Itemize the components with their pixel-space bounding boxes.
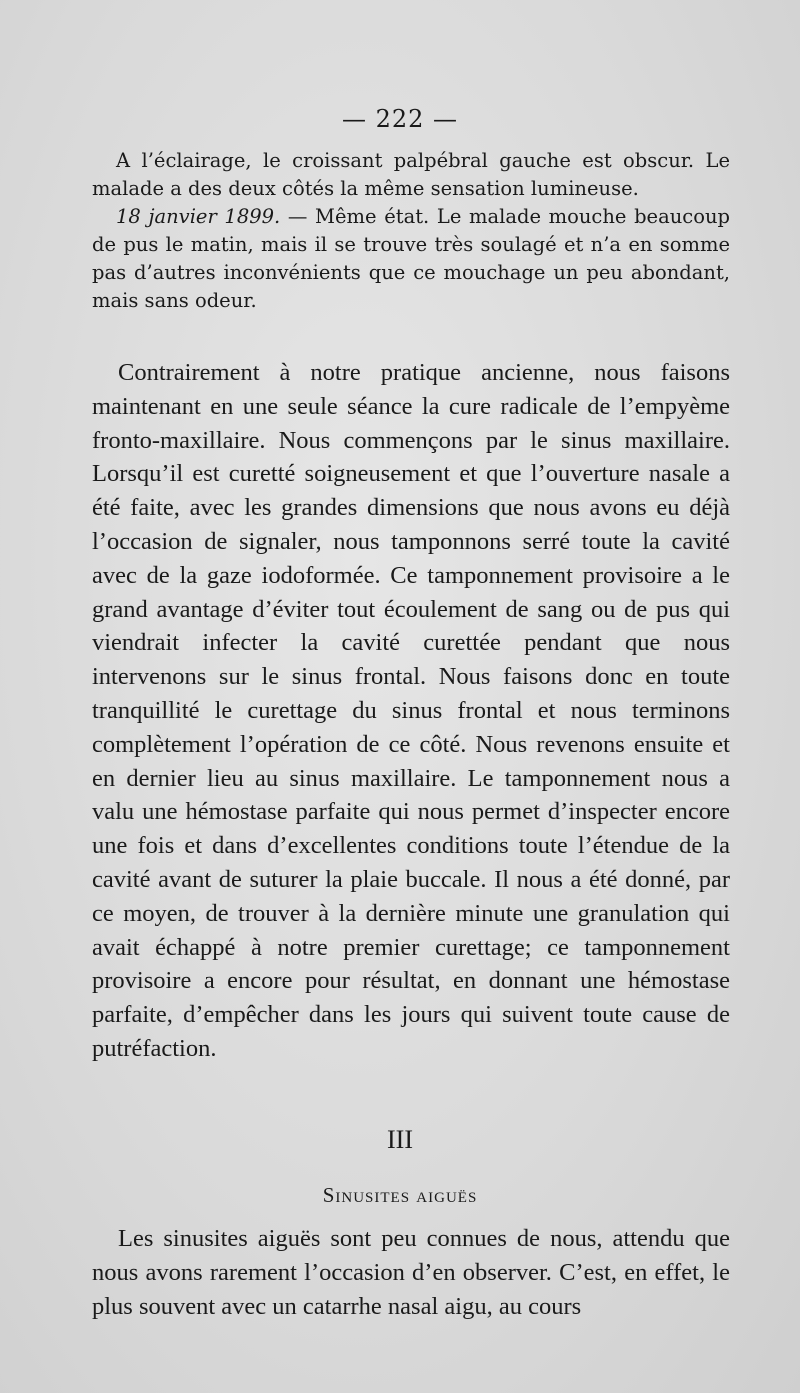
- note-paragraph-1: A l’éclairage, le croissant palpébral gauche est obscur. Le malade a des deux côtés la même sensation lumineuse.: [92, 149, 730, 200]
- closing-text: [92, 1222, 730, 1323]
- page-number: — 222 —: [341, 105, 459, 133]
- main-paragraph: Contrairement à notre pratique ancienne, nous faisons maintenant en une seule séance la cure radicale de l’empyème fronto-maxillaire. Nous commençons par le sinus maxillaire. Lorsqu’il est curetté soigneusement et que l’ouverture nasale a été faite, avec les grandes dimensions que nous avons eu déjà l’occasion de signaler, nous tamponnons serré toute la cavité avec de la gaze iodoformée. Ce tamponnement provisoire a le grand avantage d’éviter tout écoulement de sang ou de pus qui viendrait infecter la cavité curettée pendant que nous intervenons sur le sinus frontal. Nous faisons donc en toute tranquillité le curettage du sinus frontal et nous terminons complètement l’opération de ce côté. Nous revenons ensuite et en dernier lieu au sinus maxillaire. Le tamponnement nous a valu une hémostase parfaite qui nous permet d’inspecter encore une fois et dans d’excellentes conditions toute l’étendue de la cavité avant de suturer la plaie buccale. Il nous a été donné, par ce moyen, de trouver à la dernière minute une granulation qui avait échappé à notre premier curettage; ce tamponnement provisoire a encore pour résultat, en donnant une hémostase parfaite, d’empêcher dans les jours qui suivent toute cause de putréfaction.: [92, 359, 730, 1062]
- note-text: — Même état. Le malade mouche beaucoup de pus le matin, mais il se trouve très soulagé et n’a en somme pas d’autres inconvénients que ce mouchage un peu abondant, mais sans odeur.: [92, 205, 730, 312]
- section-title: Sinusites aiguës: [322, 1183, 478, 1207]
- last-paragraph: Les sinusites aiguës sont peu connues de nous, attendu que nous avons rarement l’occasion d’en observer. C’est, en effet, le plus souvent avec un catarrhe nasal aigu, au cours: [92, 1225, 730, 1320]
- clinical-note: [92, 147, 730, 315]
- section-number: III: [387, 1125, 413, 1154]
- note-paragraph-2: [92, 203, 730, 315]
- note-date: 18 janvier 1899.: [116, 205, 281, 228]
- main-text: [92, 356, 730, 1066]
